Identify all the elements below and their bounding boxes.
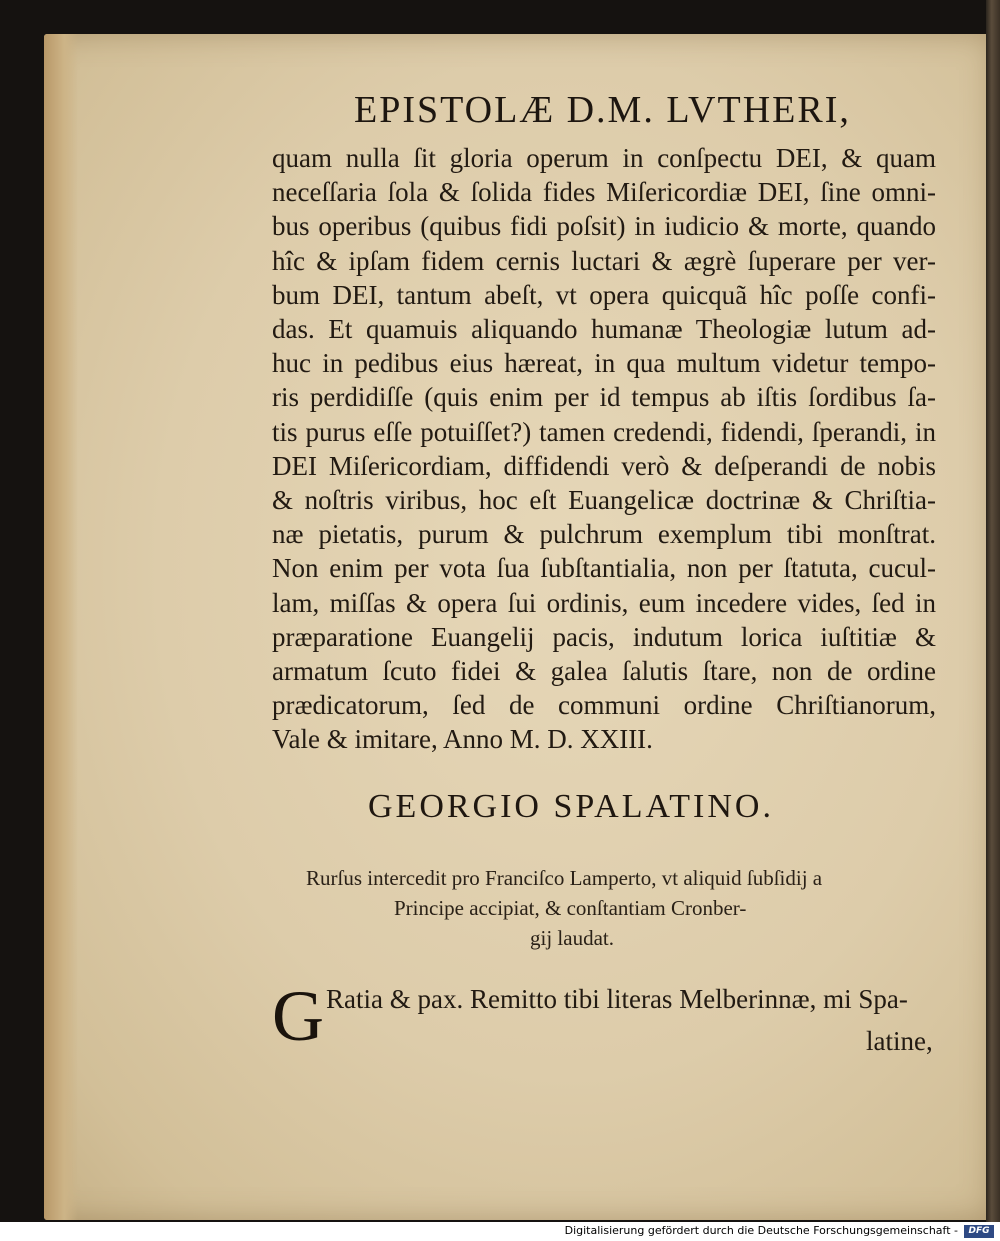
body-line: tis purus eſſe potuiſſet?) tamen credendi, fidendi, ſperandi, in: [272, 416, 936, 447]
body-line: neceſſaria ſola & ſolida fides Miſericordiæ DEI, ſine omni-: [272, 177, 936, 208]
opening-line: Ratia & pax. Remitto tibi literas Melberinnæ, mi Spa-: [326, 984, 908, 1014]
catchword: latine,: [866, 1026, 933, 1056]
body-line: DEI Miſericordiam, diffidendi verò & deſperandi de nobis: [272, 450, 936, 481]
body-line: Non enim per vota ſua ſubſtantialia, non per ſtatuta, cucul-: [272, 553, 936, 584]
body-line: lam, miſſas & opera ſui ordinis, eum incedere vides, ſed in: [272, 587, 936, 618]
body-line: bus operibus (quibus fidi poſsit) in iudicio & morte, quando: [272, 211, 936, 242]
dfg-logo-icon[interactable]: DFG: [964, 1225, 994, 1238]
body-line: armatum ſcuto fidei & galea ſalutis ſtare, non de ordine: [272, 656, 936, 686]
page-edge-shadow: [44, 34, 78, 1220]
body-line: næ pietatis, purum & pulchrum exemplum tibi monſtrat.: [272, 519, 936, 550]
body-line: das. Et quamuis aliquando humanæ Theologiæ lutum ad-: [272, 314, 936, 344]
footer-bar: [0, 1222, 1000, 1241]
body-line: præparatione Euangelij pacis, indutum lorica iuſtitiæ &: [272, 621, 936, 652]
summary-line-3: gij laudat.: [530, 926, 614, 950]
book-spine: [986, 0, 1000, 1222]
footer-credit: Digitalisierung gefördert durch die Deutsche Forschungsgemeinschaft -: [564, 1224, 958, 1237]
body-line: & noſtris viribus, hoc eſt Euangelicæ doctrinæ & Chriſtia-: [272, 485, 936, 515]
body-line: quam nulla ſit gloria operum in conſpectu DEI, & quam: [272, 143, 936, 173]
drop-cap: G: [272, 976, 324, 1056]
body-line: prædicatorum, ſed de communi ordine Chriſtianorum,: [272, 690, 936, 721]
body-line: huc in pedibus eius hæreat, in qua multum videtur tempo-: [272, 348, 936, 379]
summary-line-2: Principe accipiat, & conſtantiam Cronber-: [394, 896, 747, 920]
body-line: ris perdidiſſe (quis enim per id tempus ab iſtis ſordibus ſa-: [272, 382, 936, 413]
section-title: GEORGIO SPALATINO.: [368, 788, 774, 825]
summary-line-1: Rurſus intercedit pro Franciſco Lamperto, vt aliquid ſubſidij a: [306, 866, 823, 890]
body-line: Vale & imitare, Anno M. D. XXIII.: [272, 724, 653, 755]
body-line: bum DEI, tantum abeſt, vt opera quicquã hîc poſſe confi-: [272, 279, 936, 310]
body-line: hîc & ipſam fidem cernis luctari & ægrè ſuperare per ver-: [272, 245, 936, 276]
running-head: EPISTOLÆ D.M. LVTHERI,: [354, 89, 851, 131]
